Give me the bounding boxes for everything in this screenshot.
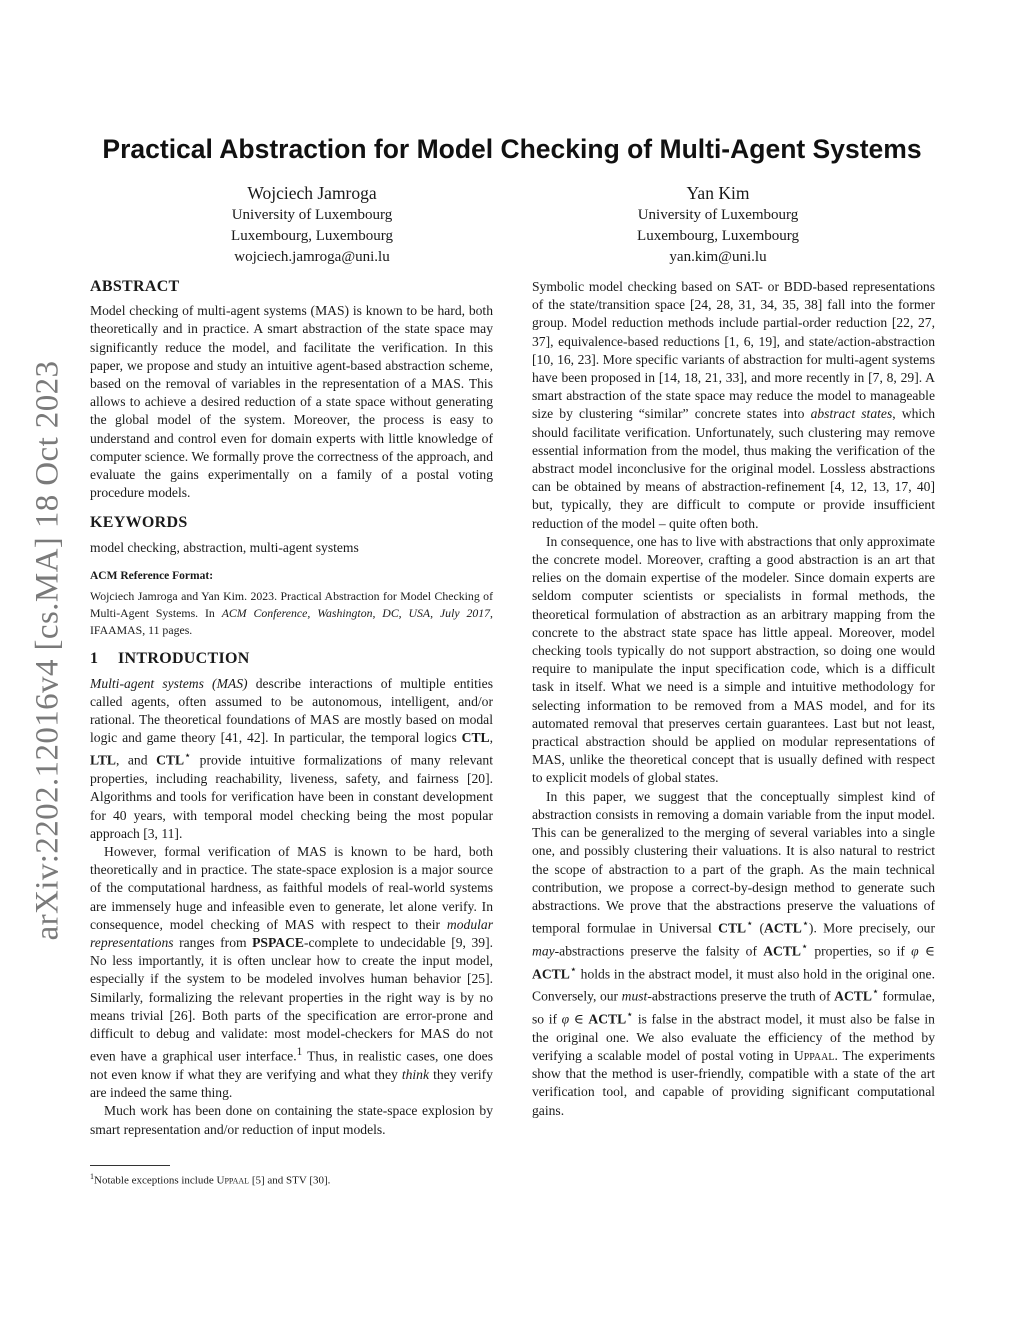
author-email[interactable]: yan.kim@uni.lu <box>669 249 767 265</box>
author-name: Yan Kim <box>686 183 750 203</box>
author-block-1 <box>162 182 462 268</box>
intro-paragraph-3: Much work has been done on containing the state-space explosion by smart representation and/or reduction of input models. <box>90 1103 493 1137</box>
paper-title: Practical Abstraction for Model Checking of Multi-Agent Systems <box>102 134 922 164</box>
author-name: Wojciech Jamroga <box>247 183 377 203</box>
introduction-heading: 1 INTRODUCTION <box>90 650 250 668</box>
acm-reference-text: Wojciech Jamroga and Yan Kim. 2023. Practical Abstraction for Model Checking of Multi-Agent Systems. In ACM Conference, Washington, DC, USA, July 2017, IFAAMAS, 11 pages. <box>90 589 493 637</box>
author-affiliation: University of Luxembourg <box>637 207 799 223</box>
intro-paragraph-6: In this paper, we suggest that the conceptually simplest kind of abstraction consists in removing a domain variable from the input model. This can be generalized to the merging of several variables into a single one, and possibly clustering their valuations. It is also natural to restrict the scope of abstraction to a part of the graph. As the main technical contribution, we propose a correct-by-design method to generate such abstractions. We prove that the abstractions preserve the valuations of temporal formulae in Universal CTL⋆ (ACTL⋆). More precisely, our may-abstractions preserve the falsity of ACTL⋆ properties, so if φ ∈ ACTL⋆ holds in the abstract model, it must also hold in the original one. Conversely, our must-abstractions preserve the truth of ACTL⋆ formulae, so if φ ∈ ACTL⋆ is false in the abstract model, it must also be false in the original one. We also evaluate the efficiency of the method by verifying a scalable model of postal voting in Uppaal. The experiments show that the method is user-friendly, compatible with a state of the art verification tool, and capable of providing significant computational gains. <box>532 788 936 1118</box>
abstract-heading: ABSTRACT <box>90 278 180 295</box>
acm-reference-heading: ACM Reference Format: <box>90 569 214 582</box>
footnote: $^1$Notable exceptions include Uppaal [5] and STV [30]. <box>90 1172 331 1187</box>
left-column <box>90 278 493 1139</box>
author-location: Luxembourg, Luxembourg <box>637 228 799 244</box>
keywords-text: model checking, abstraction, multi-agent systems <box>90 539 359 555</box>
intro-paragraph-2: However, formal verification of MAS is known to be hard, both theoretically and in practice. The state-space explosion is a major source of the computational hardness, as faithful models of real-world systems are immensely huge and infeasible even to generate, let alone verify. In consequence, model checking of MAS with respect to their modular representations ranges from PSPACE-complete to undecidable [9, 39]. No less importantly, it is often unclear how to create the input model, especially if the system to be modeled involves human behavior [25]. Similarly, formalizing the relevant properties in the right way is by no means trivial [26]. Both parts of the specification are error-prone and difficult to debug and validate: most model-checkers for MAS do not even have a graphical user interface.$^1$ Thus, in realistic cases, one does not even know if what they are verifying and what they think they verify are indeed the same thing. <box>90 844 493 1101</box>
footnote-marker[interactable]: 1 <box>296 1046 303 1059</box>
author-location: Luxembourg, Luxembourg <box>231 228 393 244</box>
keywords-heading: KEYWORDS <box>90 514 188 532</box>
footnote-divider <box>90 1165 170 1166</box>
abstract-text: Model checking of multi-agent systems (MAS) is known to be hard, both theoretically and in practice. A smart abstraction of the state space may significantly reduce the model, and facilitate the verification. In this paper, we propose and study an intuitive agent-based abstraction scheme, based on the removal of variables in the representation of a MAS. This allows to achieve a desired reduction of a state space without generating the global model of the system. Moreover, the process is easy to understand and control even for domain experts with little knowledge of computer science. We formally prove the correctness of the approach, and evaluate the gains experimentally on a family of a postal voting procedure models. <box>90 303 493 501</box>
intro-paragraph-5: In consequence, one has to live with abstractions that only approximate the concrete model. Moreover, crafting a good abstraction is an art that relies on the domain expertise of the modeler. Since domain experts are seldom computer scientists or specialists in formal methods, the theoretical formulation of abstraction as an arbitrary mapping from the concrete to the abstract state space has little appeal. Moreover, model checking tools typically do not support abstraction, so doing one would require to manipulate the input specification code, which is a difficult task in itself. What we need is a simple and intuitive methodology for selecting information to be removed from a MAS model, and for its automated removal that preserves certain guarantees. Last but not least, practical abstraction should be applied on modular representations of MAS, unlike the theoretical concept that is usually defined with respect to explicit models of global states. <box>532 533 935 786</box>
intro-paragraph-4: Symbolic model checking based on SAT- or BDD-based representations of the state/transition space [24, 28, 31, 34, 35, 38] fall into the former group. Model reduction methods include partial-order reduction [22, 27, 37], equivalence-based reductions [1, 6, 19], and state/action-abstraction [10, 16, 23]. More specific variants of abstraction for multi-agent systems have been proposed in [14, 18, 21, 33], and more recently in [7, 8, 29]. A smart abstraction of the state space may reduce the model to manageable size by clustering “similar” concrete states into abstract states, which should facilitate verification. Unfortunately, such clustering may remove essential information from the model, thus making the verification of the abstract model inconclusive for the original model. Lossless abstractions can be obtained by means of abstraction-refinement [4, 12, 13, 17, 40] but, typically, they are difficult to compute or provide insufficient reduction of the model – quite often both. <box>532 279 935 531</box>
author-email[interactable]: wojciech.jamroga@uni.lu <box>234 249 390 265</box>
author-affiliation: University of Luxembourg <box>231 207 393 223</box>
arxiv-identifier: arXiv:2202.12016v4 [cs.MA] 18 Oct 2023 <box>29 360 66 940</box>
right-column <box>532 278 935 1120</box>
author-block-2 <box>568 182 868 268</box>
intro-paragraph-1: Multi-agent systems (MAS) describe interactions of multiple entities called agents, often assumed to be autonomous, intelligent, and/or rational. The theoretical foundations of MAS are mostly based on modal logic and game theory [41, 42]. In particular, the temporal logics CTL, LTL, and CTL⋆ provide intuitive formalizations of many relevant properties, including reachability, liveness, safety, and fairness [20]. Algorithms and tools for verification have been in constant development for 40 years, with temporal model checking being the most popular approach [3, 11]. <box>90 675 493 841</box>
